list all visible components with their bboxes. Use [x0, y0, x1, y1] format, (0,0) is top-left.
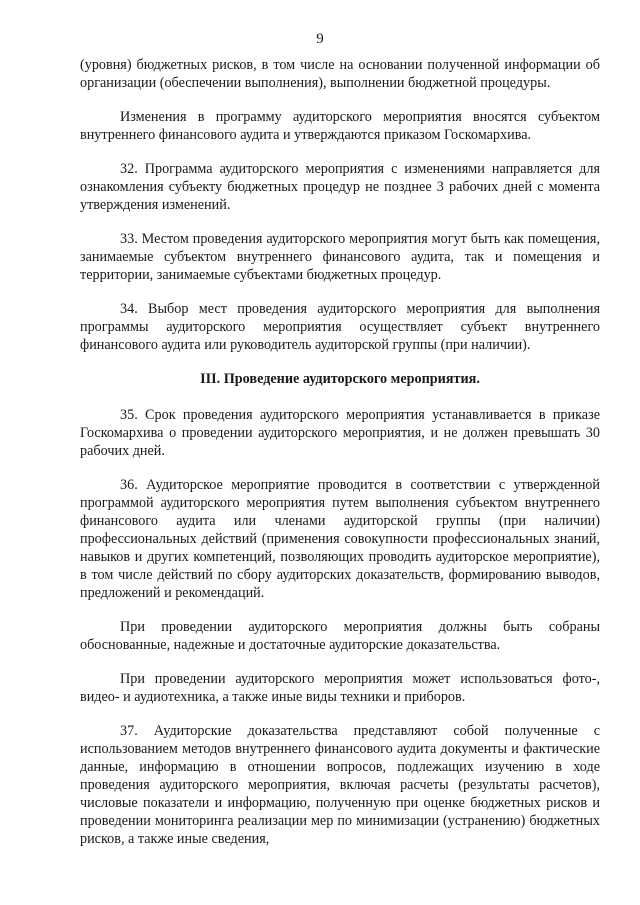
paragraph-36: 36. Аудиторское мероприятие проводится в соответствии с утвержденной программой аудиторского мероприятия путем выполнения субъектом внутреннего финансового аудита или членами аудиторской группы (при наличии) профессиональных действий (применения совокупности профессиональных знаний, навыков и других компетенций, позволяющих проводить аудиторское мероприятие), в том числе действий по сбору аудиторских доказательств, формированию выводов, предложений и рекомендаций. — [80, 477, 600, 601]
paragraph-evidence: При проведении аудиторского мероприятия должны быть собраны обоснованные, надежные и достаточные аудиторские доказательства. — [80, 619, 600, 653]
page-number: 9 — [316, 31, 324, 47]
paragraph-35: 35. Срок проведения аудиторского мероприятия устанавливается в приказе Госкомархива о проведении аудиторского мероприятия, и не должен превышать 30 рабочих дней. — [80, 407, 600, 459]
document-body — [80, 56, 600, 864]
section-heading: III. Проведение аудиторского мероприятия. — [200, 371, 480, 387]
paragraphs-after-heading — [80, 406, 600, 848]
paragraph-equipment: При проведении аудиторского мероприятия может использоваться фото-, видео- и аудиотехника, а также иные виды техники и приборов. — [80, 671, 600, 705]
paragraph-34: 34. Выбор мест проведения аудиторского мероприятия для выполнения программы аудиторского мероприятия осуществляет субъект внутреннего финансового аудита или руководитель аудиторской группы (при наличии). — [80, 301, 600, 353]
paragraph-32: 32. Программа аудиторского мероприятия с изменениями направляется для ознакомления субъекту бюджетных процедур не позднее 3 рабочих дней с момента утверждения изменений. — [80, 161, 600, 213]
paragraph-changes: Изменения в программу аудиторского мероприятия вносятся субъектом внутреннего финансового аудита и утверждаются приказом Госкомархива. — [80, 109, 600, 143]
paragraph-33: 33. Местом проведения аудиторского мероприятия могут быть как помещения, занимаемые субъектом внутреннего финансового аудита, так и помещения и территории, занимаемые субъектами бюджетных процедур. — [80, 231, 600, 283]
paragraph-37: 37. Аудиторские доказательства представляют собой полученные с использованием методов внутреннего финансового аудита документы и фактические данные, информацию в отношении вопросов, подлежащих изучению в ходе проведения аудиторского мероприятия, включая расчеты (результаты расчетов), числовые показатели и информацию, полученную при оценке бюджетных рисков и проведении мониторинга реализации мер по минимизации (устранению) бюджетных рисков, а также иные сведения, — [80, 723, 600, 847]
paragraph-continuation: (уровня) бюджетных рисков, в том числе на основании полученной информации об организации (обеспечении выполнения), выполнении бюджетной процедуры. — [80, 57, 600, 91]
paragraphs-before-heading — [80, 56, 600, 354]
